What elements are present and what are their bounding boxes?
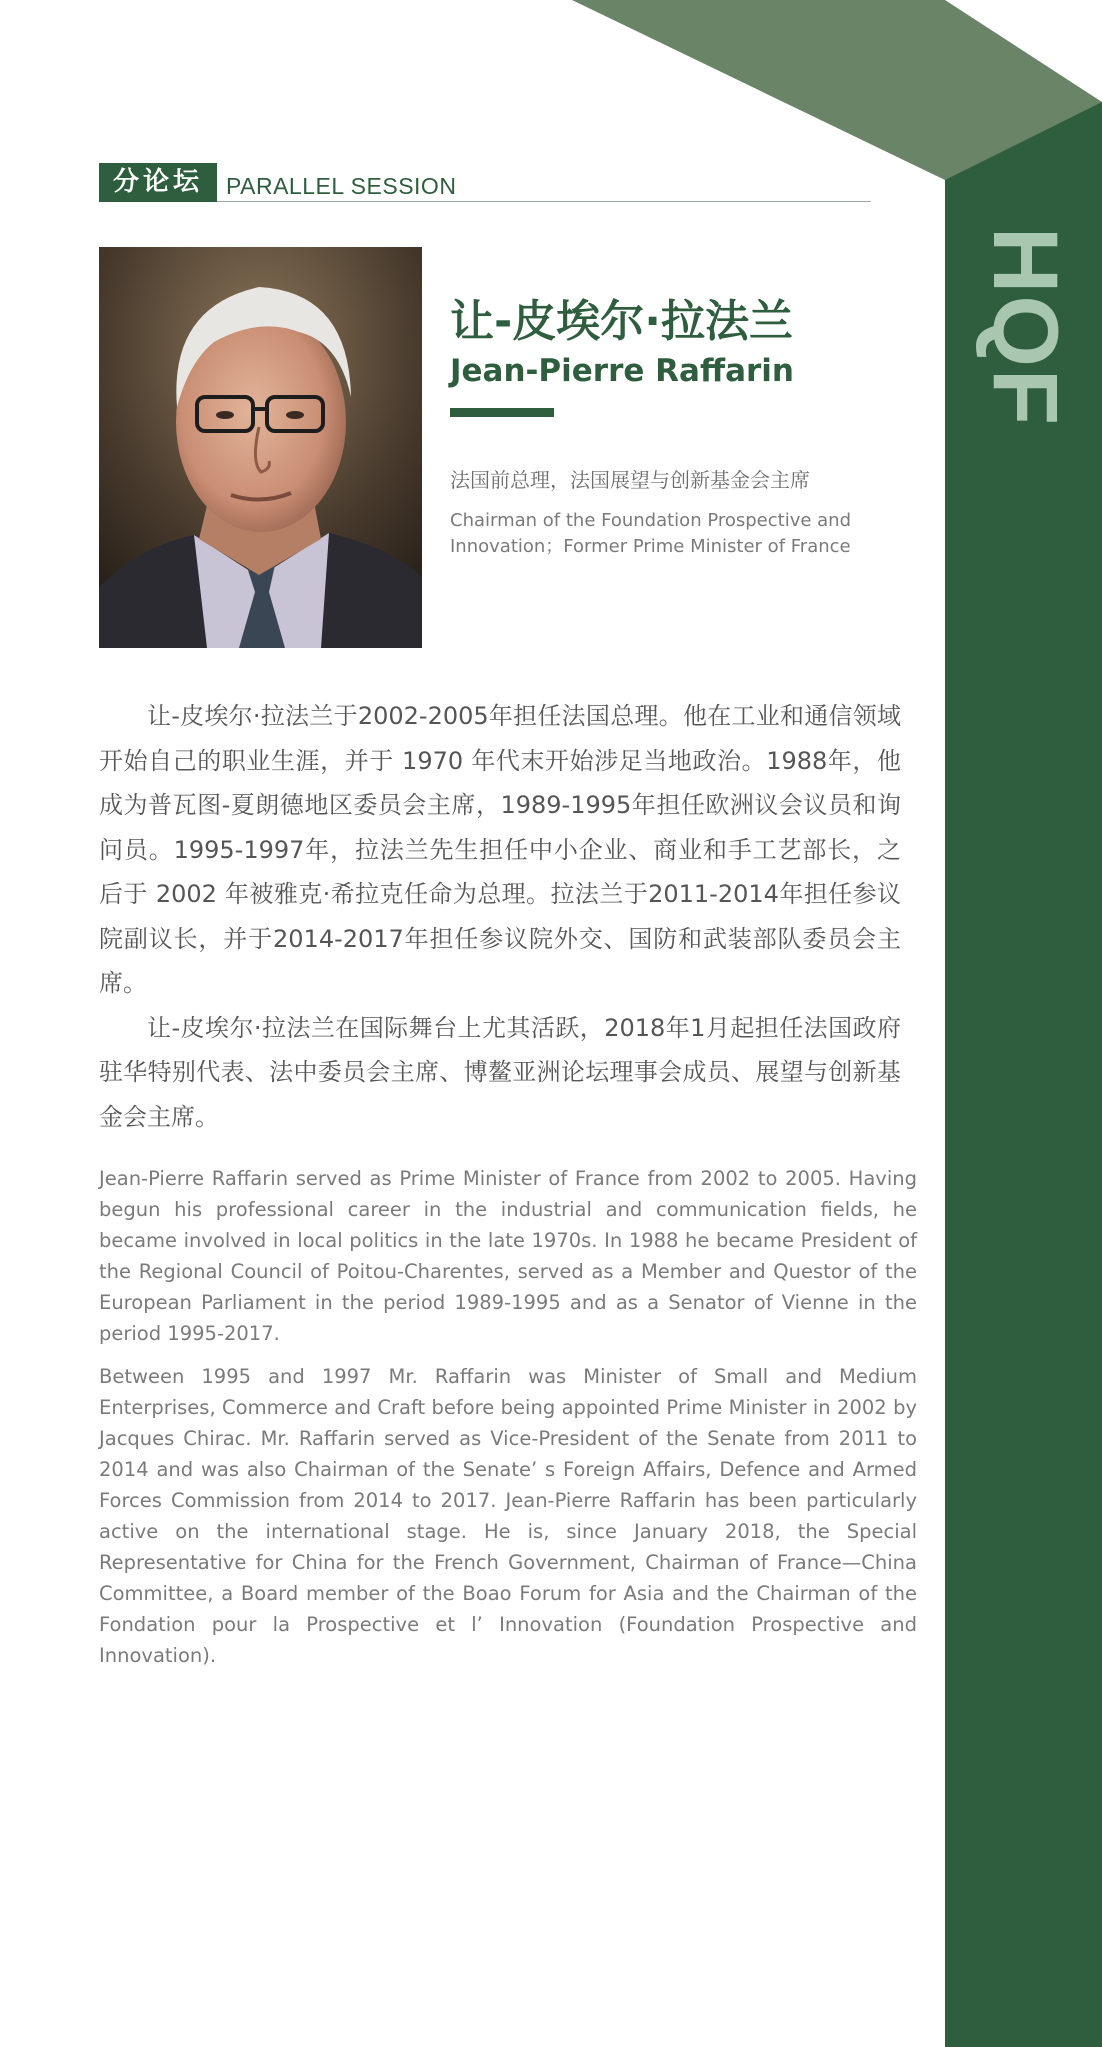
bio-en-paragraph: Between 1995 and 1997 Mr. Raffarin was Minister of Small and Medium Enterprises, Commerce and Craft before being appointed Prime Minister in 2002 by Jacques Chirac. Mr. Raffarin served as Vice-President of the Senate from 2011 to 2014 and was also Chairman of the Senate’ s Foreign Affairs, Defence and Armed Forces Commission from 2014 to 2017. Jean-Pierre Raffarin has been particularly active on the international stage. He is, since January 2018, the Special Representative for China for the French Government, Chairman of France—China Committee, a Board member of the Boao Forum for Asia and the Chairman of the Fondation pour la Prospective et l’ Innovation (Foundation Prospective and Innovation). [99, 1365, 917, 1667]
bio-cn-paragraph: 让-皮埃尔·拉法兰于2002-2005年担任法国总理。他在工业和通信领域开始自己的职业生涯，并于 1970 年代末开始涉足当地政治。1988年，他成为普瓦图-夏朗德地区委员会主席，1989-1995年担任欧洲议会议员和询问员。1995-1997年，拉法兰先生担任中小企业、商业和手工艺部长，之后于 2002 年被雅克·希拉克任命为总理。拉法兰于2011-2014年担任参议院副议长，并于2014-2017年担任参议院外交、国防和武装部队委员会主席。 [99, 702, 901, 997]
bio-cn-paragraph: 让-皮埃尔·拉法兰在国际舞台上尤其活跃，2018年1月起担任法国政府驻华特别代表、法中委员会主席、博鳌亚洲论坛理事会成员、展望与创新基金会主席。 [99, 1013, 901, 1131]
hqf-logo-text: HQF [974, 226, 1076, 428]
biography-cn [99, 694, 901, 1139]
hqf-logo [974, 222, 1076, 432]
speaker-portrait [99, 247, 422, 648]
section-label-cn: 分论坛 [99, 163, 217, 202]
biography-en [99, 1163, 917, 1671]
section-label-en: PARALLEL SESSION [226, 173, 457, 199]
section-header [99, 163, 871, 203]
bio-en-paragraph: Jean-Pierre Raffarin served as Prime Minister of France from 2002 to 2005. Having begun his professional career in the industrial and communication fields, he became involved in local politics in the late 1970s. In 1988 he became President of the Regional Council of Poitou-Charentes, served as a Member and Questor of the European Parliament in the period 1989-1995 and as a Senator of Vienne in the period 1995-2017. [99, 1167, 917, 1345]
speaker-name-cn: 让-皮埃尔·拉法兰 [450, 296, 793, 347]
speaker-name-en: Jean-Pierre Raffarin [450, 353, 794, 389]
section-divider [217, 201, 871, 202]
speaker-title-cn: 法国前总理，法国展望与创新基金会主席 [450, 468, 810, 492]
name-underline [450, 408, 554, 417]
portrait-icon [99, 247, 422, 648]
speaker-title-en: Chairman of the Foundation Prospective and Innovation；Former Prime Minister of France [450, 510, 852, 557]
